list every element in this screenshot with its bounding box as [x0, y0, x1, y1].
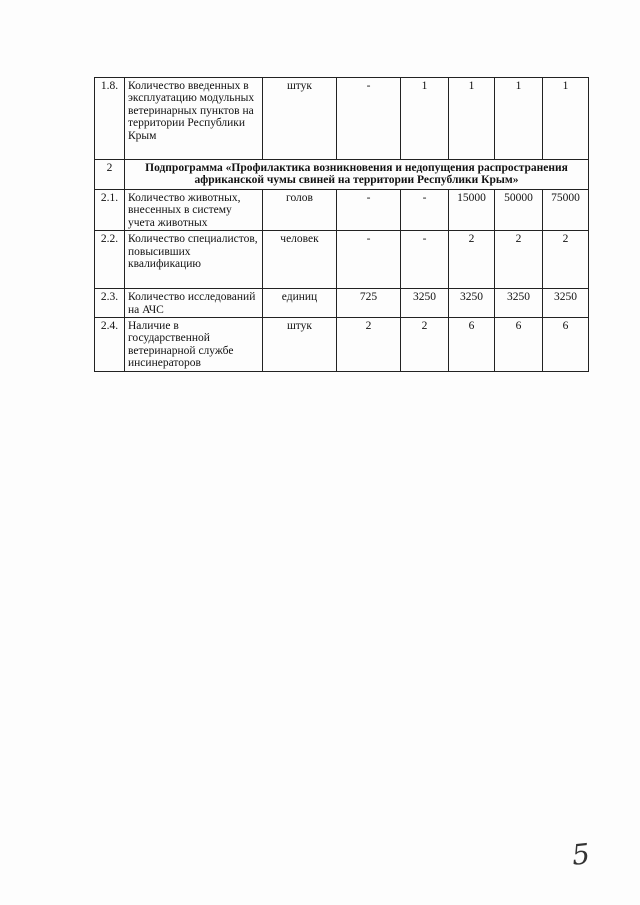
subprogram-title: Подпрограмма «Профилактика возникновения и недопущения распространения африканской чумы свиней на территории Республики Крым»: [125, 160, 589, 190]
row-number: 2.1.: [95, 190, 125, 231]
value-cell: 1: [401, 78, 449, 160]
table-row: [95, 78, 589, 160]
value-cell: -: [337, 190, 401, 231]
value-cell: 6: [449, 318, 495, 372]
row-number: 2.2.: [95, 231, 125, 289]
row-number: 1.8.: [95, 78, 125, 160]
value-cell: 2: [495, 231, 543, 289]
table-row: [95, 318, 589, 372]
unit-cell: штук: [263, 318, 337, 372]
row-number: 2.4.: [95, 318, 125, 372]
row-number: 2: [95, 160, 125, 190]
value-cell: 50000: [495, 190, 543, 231]
value-cell: 2: [401, 318, 449, 372]
table-row-subprogram: [95, 160, 589, 190]
value-cell: 3250: [495, 289, 543, 318]
indicators-table: [94, 77, 589, 372]
indicator-name: Количество введенных в эксплуатацию модульных ветеринарных пунктов на территории Республики Крым: [125, 78, 263, 160]
value-cell: -: [337, 231, 401, 289]
value-cell: 2: [449, 231, 495, 289]
value-cell: 2: [337, 318, 401, 372]
indicator-name: Количество животных, внесенных в систему учета животных: [125, 190, 263, 231]
table-row: [95, 190, 589, 231]
unit-cell: голов: [263, 190, 337, 231]
value-cell: 6: [543, 318, 589, 372]
table-row: [95, 289, 589, 318]
value-cell: 3250: [543, 289, 589, 318]
value-cell: 1: [449, 78, 495, 160]
indicator-name: Количество специалистов, повысивших квалификацию: [125, 231, 263, 289]
value-cell: 2: [543, 231, 589, 289]
value-cell: 15000: [449, 190, 495, 231]
value-cell: 3250: [449, 289, 495, 318]
value-cell: 1: [495, 78, 543, 160]
unit-cell: единиц: [263, 289, 337, 318]
value-cell: 75000: [543, 190, 589, 231]
unit-cell: штук: [263, 78, 337, 160]
row-number: 2.3.: [95, 289, 125, 318]
value-cell: -: [401, 231, 449, 289]
indicator-name: Наличие в государственной ветеринарной службе инсинераторов: [125, 318, 263, 372]
value-cell: 6: [495, 318, 543, 372]
value-cell: 1: [543, 78, 589, 160]
value-cell: -: [337, 78, 401, 160]
value-cell: 725: [337, 289, 401, 318]
unit-cell: человек: [263, 231, 337, 289]
table-row: [95, 231, 589, 289]
page-number: 5: [570, 837, 592, 872]
value-cell: 3250: [401, 289, 449, 318]
indicator-name: Количество исследований на АЧС: [125, 289, 263, 318]
value-cell: -: [401, 190, 449, 231]
